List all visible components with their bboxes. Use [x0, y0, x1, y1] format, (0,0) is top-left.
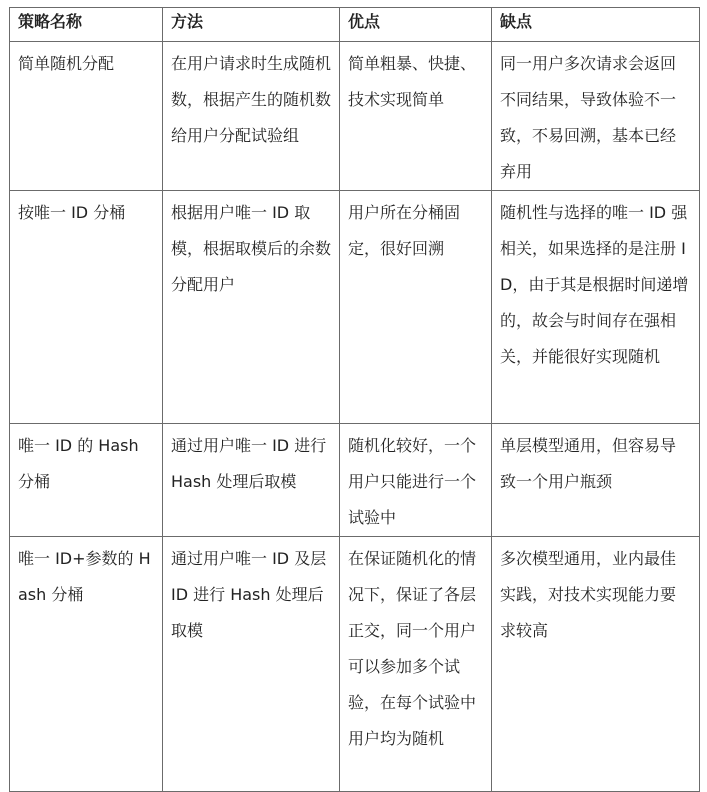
table-header-row [10, 8, 700, 42]
method-text: 通过用户唯一 ID 及层 ID 进行 Hash 处理后取模 [171, 549, 332, 640]
strategy-comparison-table [9, 7, 700, 792]
method-text: 在用户请求时生成随机数，根据产生的随机数给用户分配试验组 [171, 54, 332, 145]
method-text: 通过用户唯一 ID 进行 Hash 处理后取模 [171, 436, 332, 491]
header-strategy-name: 策略名称 [10, 8, 163, 42]
pros-text: 用户所在分桶固定，很好回溯 [348, 203, 461, 258]
method-cell [163, 42, 340, 191]
pros-text: 简单粗暴、快捷、技术实现简单 [348, 54, 477, 109]
strategy-name-cell [10, 42, 163, 191]
method-text: 根据用户唯一 ID 取模，根据取模后的余数分配用户 [171, 203, 332, 294]
method-cell [163, 191, 340, 424]
cons-cell [492, 537, 700, 792]
table-row [10, 191, 700, 424]
strategy-name: 简单随机分配 [18, 54, 115, 73]
cons-text: 同一用户多次请求会返回不同结果，导致体验不一致，不易回溯，基本已经弃用 [500, 54, 677, 181]
pros-text: 在保证随机化的情况下，保证了各层正交，同一个用户可以参加多个试验，在每个试验中用户均为随机 [348, 549, 477, 748]
pros-cell [340, 537, 492, 792]
strategy-name-cell [10, 424, 163, 537]
method-cell [163, 424, 340, 537]
strategy-name-cell [10, 191, 163, 424]
header-cons: 缺点 [492, 8, 700, 42]
strategy-name: 按唯一 ID 分桶 [18, 203, 126, 222]
pros-cell [340, 424, 492, 537]
header-method: 方法 [163, 8, 340, 42]
cons-cell [492, 42, 700, 191]
table-row [10, 537, 700, 792]
pros-text: 随机化较好，一个用户只能进行一个试验中 [348, 436, 477, 527]
header-pros: 优点 [340, 8, 492, 42]
cons-text: 多次模型通用，业内最佳实践，对技术实现能力要求较高 [500, 549, 677, 640]
method-cell [163, 537, 340, 792]
cons-text: 单层模型通用，但容易导致一个用户瓶颈 [500, 436, 677, 491]
table-row [10, 42, 700, 191]
pros-cell [340, 42, 492, 191]
strategy-name: 唯一 ID+参数的 Hash 分桶 [18, 549, 151, 604]
pros-cell [340, 191, 492, 424]
table-row [10, 424, 700, 537]
cons-cell [492, 424, 700, 537]
cons-cell [492, 191, 700, 424]
strategy-name: 唯一 ID 的 Hash 分桶 [18, 436, 144, 491]
strategy-name-cell [10, 537, 163, 792]
cons-text: 随机性与选择的唯一 ID 强相关，如果选择的是注册 ID，由于其是根据时间递增的，故会与时间存在强相关，并能很好实现随机 [500, 203, 689, 366]
